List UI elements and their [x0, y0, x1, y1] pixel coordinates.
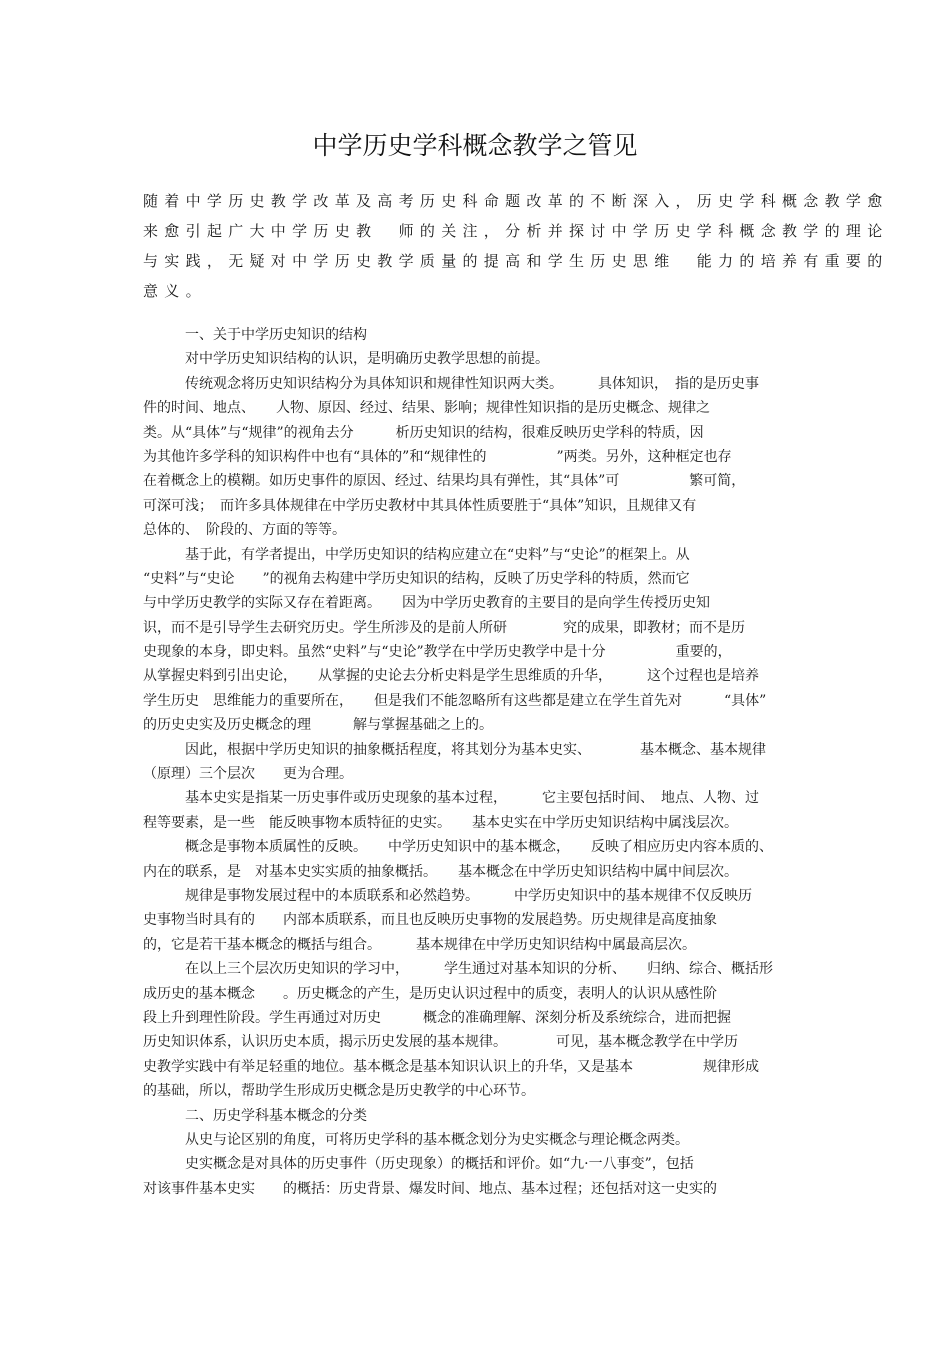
- body-line: 史现象的本身，即史料。虽然“史料”与“史论”教学在中学历史教学中是十分 重要的，: [143, 644, 732, 661]
- body-line: 的基础，所以，帮助学生形成历史概念是历史教学的中心环节。: [143, 1083, 535, 1100]
- body-line: 历史知识体系，认识历史本质，揭示历史发展的基本规律。 可见，基本概念教学在中学历: [143, 1034, 738, 1051]
- body-line: 程等要素，是一些 能反映事物本质特征的史实。 基本史实在中学历史知识结构中属浅层次。: [143, 814, 738, 831]
- body-line: 与中学历史教学的实际又存在着距离。 因为中学历史教育的主要目的是向学生传授历史知: [143, 595, 710, 612]
- body-line: 在以上三个层次历史知识的学习中， 学生通过对基本知识的分析、 归纳、综合、概括形: [143, 961, 773, 978]
- abstract-line: 意义。: [143, 282, 207, 300]
- abstract-line: 与实践，无疑对中学历史教学质量的提高和学生历史思维 能力的培养有重要的: [143, 252, 889, 270]
- body-line: 总体的、 阶段的、方面的等等。: [143, 522, 346, 539]
- body-line: 为其他许多学科的知识构件中也有“具体的”和“规律性的 ”两类。另外，这种框定也存: [143, 448, 732, 465]
- body-line: 史事物当时具有的 内部本质联系，而且也反映历史事物的发展趋势。历史规律是高度抽象: [143, 912, 717, 929]
- body-line: 从掌握史料到引出史论， 从掌握的史论去分析史料是学生思维质的升华， 这个过程也是培养: [143, 668, 759, 685]
- body-line: 传统观念将历史知识结构分为具体知识和规律性知识两大类。 具体知识， 指的是历史事: [143, 375, 759, 392]
- body-line: 因此，根据中学历史知识的抽象概括程度，将其划分为基本史实、 基本概念、基本规律: [143, 741, 766, 758]
- body-line: 从史与论区别的角度，可将历史学科的基本概念划分为史实概念与理论概念两类。: [143, 1131, 689, 1148]
- body-line: 在着概念上的模糊。如历史事件的原因、经过、结果均具有弹性，其“具体”可 繁可简，: [143, 473, 746, 490]
- abstract-line: 随着中学历史教学改革及高考历史科命题改革的不断深入，历史学科概念教学愈: [143, 192, 889, 210]
- abstract-line: 来愈引起广大中学历史教 师的关注，分析并探讨中学历史学科概念教学的理论: [143, 222, 889, 240]
- body-line: 内在的联系，是 对基本史实实质的抽象概括。 基本概念在中学历史知识结构中属中间层次。: [143, 863, 738, 880]
- body-text: [143, 323, 808, 1201]
- document-title: 中学历史学科概念教学之管见: [312, 131, 638, 160]
- body-line: 规律是事物发展过程中的本质联系和必然趋势。 中学历史知识中的基本规律不仅反映历: [143, 887, 752, 904]
- body-line: 的历史史实及历史概念的理 解与掌握基础之上的。: [143, 717, 493, 734]
- body-line: 二、历史学科基本概念的分类: [143, 1107, 367, 1124]
- body-line: 成历史的基本概念 。历史概念的产生，是历史认识过程中的质变，表明人的认识从感性阶: [143, 985, 717, 1002]
- body-line: 对中学历史知识结构的认识，是明确历史教学思想的前提。: [143, 351, 549, 368]
- abstract: [143, 186, 889, 306]
- body-line: 史教学实践中有举足轻重的地位。基本概念是基本知识认识上的升华，又是基本 规律形成: [143, 1058, 759, 1075]
- body-line: 段上升到理性阶段。学生再通过对历史 概念的准确理解、深刻分析及系统综合，进而把握: [143, 1009, 731, 1026]
- body-line: （原理）三个层次 更为合理。: [143, 766, 353, 783]
- body-line: 对该事件基本史实 的概括：历史背景、爆发时间、地点、基本过程；还包括对这一史实的: [143, 1180, 717, 1197]
- body-line: 学生历史 思维能力的重要所在， 但是我们不能忽略所有这些都是建立在学生首先对 “具体”: [143, 692, 767, 709]
- body-line: 可深可浅； 而许多具体规律在中学历史教材中其具体性质要胜于“具体”知识，且规律又有: [143, 497, 697, 514]
- body-line: 概念是事物本质属性的反映。 中学历史知识中的基本概念， 反映了相应历史内容本质的、: [143, 839, 773, 856]
- body-line: 一、关于中学历史知识的结构: [143, 327, 367, 343]
- body-line: 基于此，有学者提出，中学历史知识的结构应建立在“史料”与“史论”的框架上。从: [143, 546, 690, 563]
- body-line: 史实概念是对具体的历史事件（历史现象）的概括和评价。如“九·一八事变”，包括: [143, 1156, 694, 1173]
- body-line: 基本史实是指某一历史事件或历史现象的基本过程， 它主要包括时间、 地点、人物、过: [143, 790, 759, 807]
- body-line: 的，它是若干基本概念的概括与组合。 基本规律在中学历史知识结构中属最高层次。: [143, 936, 696, 953]
- body-line: 识，而不是引导学生去研究历史。学生所涉及的是前人所研 究的成果，即教材；而不是历: [143, 619, 745, 636]
- body-line: 类。从“具体”与“规律”的视角去分 析历史知识的结构，很难反映历史学科的特质，因: [143, 424, 704, 441]
- body-line: 件的时间、地点、 人物、原因、经过、结果、影响；规律性知识指的是历史概念、规律之: [143, 400, 710, 417]
- body-line: “史料”与“史论 ”的视角去构建中学历史知识的结构，反映了历史学科的特质，然而它: [143, 570, 690, 587]
